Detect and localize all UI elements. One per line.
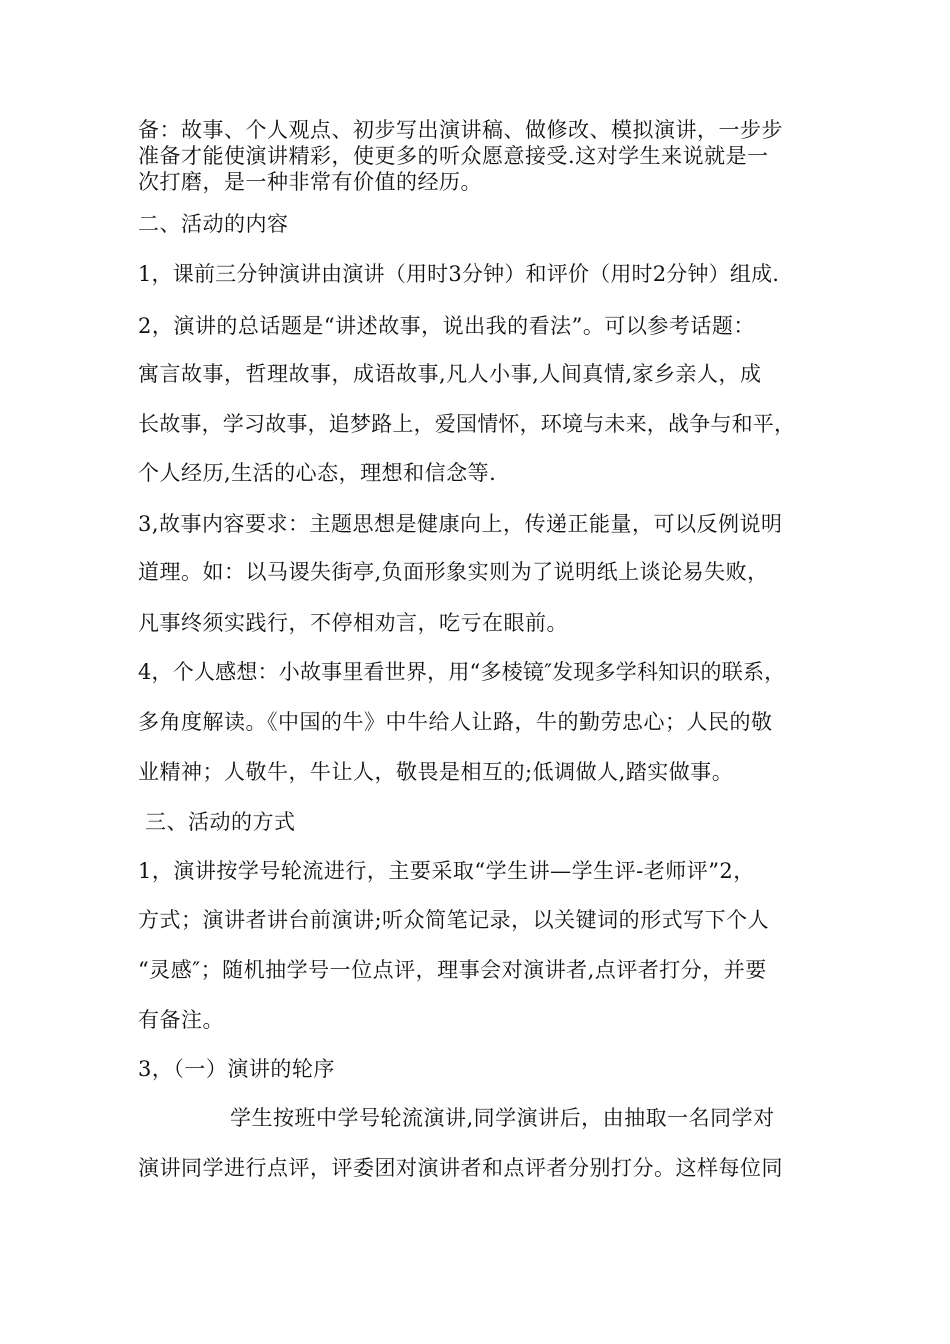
paragraph-line: 有备注。 <box>138 1008 224 1032</box>
paragraph-line: 准备才能使演讲精彩，使更多的听众愿意接受.这对学生来说就是一 <box>138 144 769 168</box>
paragraph-line: 个人经历,生活的心态，理想和信念等. <box>138 461 497 485</box>
paragraph-line: 1，课前三分钟演讲由演讲（用时3分钟）和评价（用时2分钟）组成. <box>138 262 780 286</box>
paragraph-line: 1，演讲按学号轮流进行，主要采取“学生讲—学生评-老师评”2， <box>138 859 755 883</box>
section-heading: 三、活动的方式 <box>145 810 296 834</box>
paragraph-line: 方式；演讲者讲台前演讲;听众简笔记录，以关键词的形式写下个人 <box>138 908 770 932</box>
paragraph-line: 道理。如：以马谡失街亭,负面形象实则为了说明纸上谈论易失败， <box>138 560 769 584</box>
subsection-heading: 3，（一）演讲的轮序 <box>138 1057 335 1081</box>
paragraph-line: 4，个人感想：小故事里看世界，用“多棱镜″发现多学科知识的联系， <box>138 660 786 684</box>
paragraph-line: 学生按班中学号轮流演讲,同学演讲后，由抽取一名同学对 <box>230 1106 775 1130</box>
paragraph-line: 演讲同学进行点评，评委团对演讲者和点评者分别打分。这样每位同 <box>138 1156 783 1180</box>
paragraph-line: 备：故事、个人观点、初步写出演讲稿、做修改、模拟演讲，一步步 <box>138 118 783 142</box>
paragraph-line: 长故事，学习故事，追梦路上，爱国情怀，环境与未来，战争与和平， <box>138 412 796 436</box>
section-heading: 二、活动的内容 <box>138 212 289 236</box>
paragraph-line: 业精神；人敬牛，牛让人，敬畏是相互的;低调做人,踏实做事。 <box>138 760 734 784</box>
paragraph-line: 凡事终须实践行，不停相劝言，吃亏在眼前。 <box>138 611 568 635</box>
paragraph-line: 多角度解读。《中国的牛》中牛给人让路，牛的勤劳忠心；人民的敬 <box>138 710 773 734</box>
paragraph-line: 寓言故事，哲理故事，成语故事,凡人小事,人间真情,家乡亲人，成 <box>138 362 762 386</box>
paragraph-line: 2，演讲的总话题是“讲述故事，说出我的看法”。可以参考话题： <box>138 314 755 338</box>
paragraph-line: 次打磨，是一种非常有价值的经历。 <box>138 170 482 194</box>
paragraph-line: “灵感″；随机抽学号一位点评，理事会对演讲者,点评者打分，并要 <box>138 958 767 982</box>
paragraph-line: 3,故事内容要求：主题思想是健康向上，传递正能量，可以反例说明 <box>138 512 783 536</box>
